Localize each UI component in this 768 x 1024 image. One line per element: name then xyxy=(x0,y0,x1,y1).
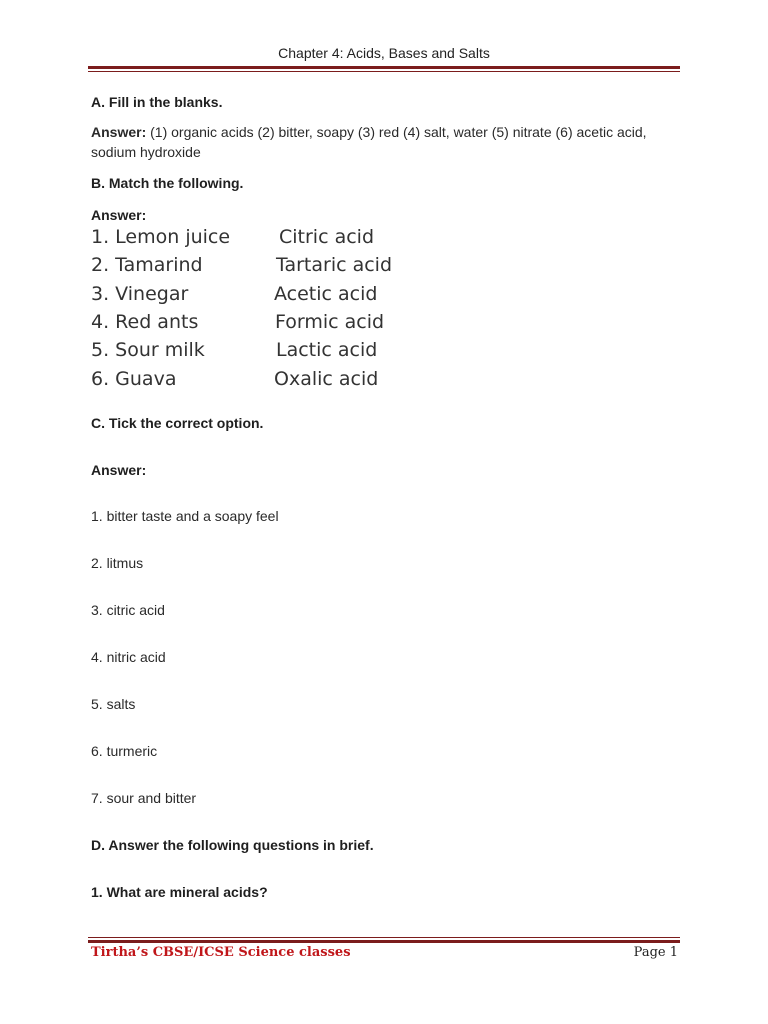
match-pair-row xyxy=(91,368,491,396)
match-left-item: 1. Lemon juice xyxy=(91,226,231,248)
tick-answer-item: 3. citric acid xyxy=(91,602,165,618)
footer-brand-text: Tirtha’s CBSE/ICSE Science classes xyxy=(91,945,351,960)
section-d-heading: D. Answer the following questions in brief. xyxy=(91,837,374,853)
match-right-item: Formic acid xyxy=(275,311,385,333)
tick-answer-item: 2. litmus xyxy=(91,555,144,571)
match-pair-row xyxy=(91,226,491,254)
match-pair-row xyxy=(91,339,491,367)
match-right-item: Oxalic acid xyxy=(274,368,379,390)
tick-answer-item: 4. nitric acid xyxy=(91,649,166,665)
section-a-answer xyxy=(91,122,666,162)
header-rule-thick xyxy=(88,66,680,69)
section-b-heading: B. Match the following. xyxy=(91,175,244,191)
footer-page-number: Page 1 xyxy=(633,945,678,960)
match-right-item: Acetic acid xyxy=(274,283,378,305)
match-left-item: 3. Vinegar xyxy=(91,283,189,305)
tick-answer-item: 6. turmeric xyxy=(91,743,158,759)
match-pair-row xyxy=(91,254,491,282)
section-d-question-1: 1. What are mineral acids? xyxy=(91,884,268,900)
match-left-item: 2. Tamarind xyxy=(91,254,203,276)
match-pair-row xyxy=(91,283,491,311)
page-header-title: Chapter 4: Acids, Bases and Salts xyxy=(278,45,490,61)
section-a-heading: A. Fill in the blanks. xyxy=(91,94,223,110)
section-b-answer-label: Answer: xyxy=(91,207,147,223)
section-c-heading: C. Tick the correct option. xyxy=(91,415,264,431)
section-a-answer-text: (1) organic acids (2) bitter, soapy (3) red (4) salt, water (5) nitrate (6) acetic acid, sodium hydroxide xyxy=(91,124,647,160)
tick-answer-item: 7. sour and bitter xyxy=(91,790,197,806)
footer-rule-thin xyxy=(88,937,680,938)
match-left-item: 5. Sour milk xyxy=(91,339,205,361)
match-left-item: 4. Red ants xyxy=(91,311,199,333)
match-pair-row xyxy=(91,311,491,339)
tick-answer-item: 1. bitter taste and a soapy feel xyxy=(91,508,279,524)
match-right-item: Citric acid xyxy=(279,226,374,248)
section-a-answer-label: Answer: xyxy=(91,124,147,140)
tick-answer-item: 5. salts xyxy=(91,696,136,712)
footer-rule-thick xyxy=(88,940,680,943)
match-left-item: 6. Guava xyxy=(91,368,177,390)
section-c-answer-label: Answer: xyxy=(91,462,147,478)
match-right-item: Tartaric acid xyxy=(276,254,393,276)
header-rule-thin xyxy=(88,71,680,72)
match-right-item: Lactic acid xyxy=(276,339,378,361)
